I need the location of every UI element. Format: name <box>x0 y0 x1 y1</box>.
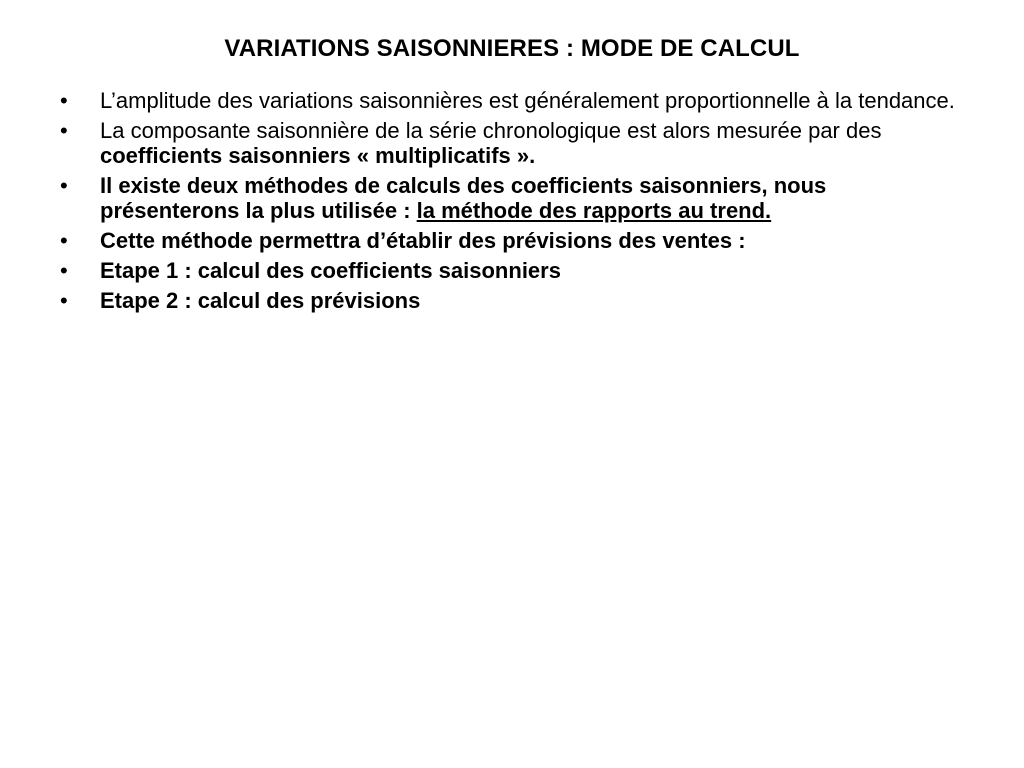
bullet-list <box>60 88 965 318</box>
bullet-marker: • <box>60 173 68 198</box>
list-item <box>60 118 965 168</box>
bullet-text-bold: coefficients saisonniers « multiplicatifs ». <box>100 143 536 168</box>
bullet-marker: • <box>60 228 68 253</box>
list-item <box>60 258 965 283</box>
bullet-marker: • <box>60 88 68 113</box>
list-item <box>60 88 965 113</box>
bullet-text-bold: Cette méthode permettra d’établir des prévisions des ventes : <box>100 228 746 253</box>
bullet-text-bold: Etape 1 : calcul des coefficients saisonniers <box>100 258 561 283</box>
bullet-marker: • <box>60 288 68 313</box>
bullet-marker: • <box>60 258 68 283</box>
bullet-text-bold-underlined: la méthode des rapports au trend. <box>416 198 772 223</box>
bullet-text-bold: Etape 2 : calcul des prévisions <box>100 288 421 313</box>
list-item <box>60 288 965 313</box>
bullet-text-bold: Il existe deux méthodes de calculs des coefficients saisonniers, nous présenterons la plus utilisée : <box>100 173 827 223</box>
bullet-text: L’amplitude des variations saisonnières est généralement proportionnelle à la tendance. <box>100 88 955 113</box>
list-item <box>60 228 965 253</box>
list-item <box>60 173 965 223</box>
bullet-marker: • <box>60 118 68 143</box>
slide-title: VARIATIONS SAISONNIERES : MODE DE CALCUL <box>224 35 800 62</box>
bullet-text: La composante saisonnière de la série chronologique est alors mesurée par des <box>100 118 882 143</box>
